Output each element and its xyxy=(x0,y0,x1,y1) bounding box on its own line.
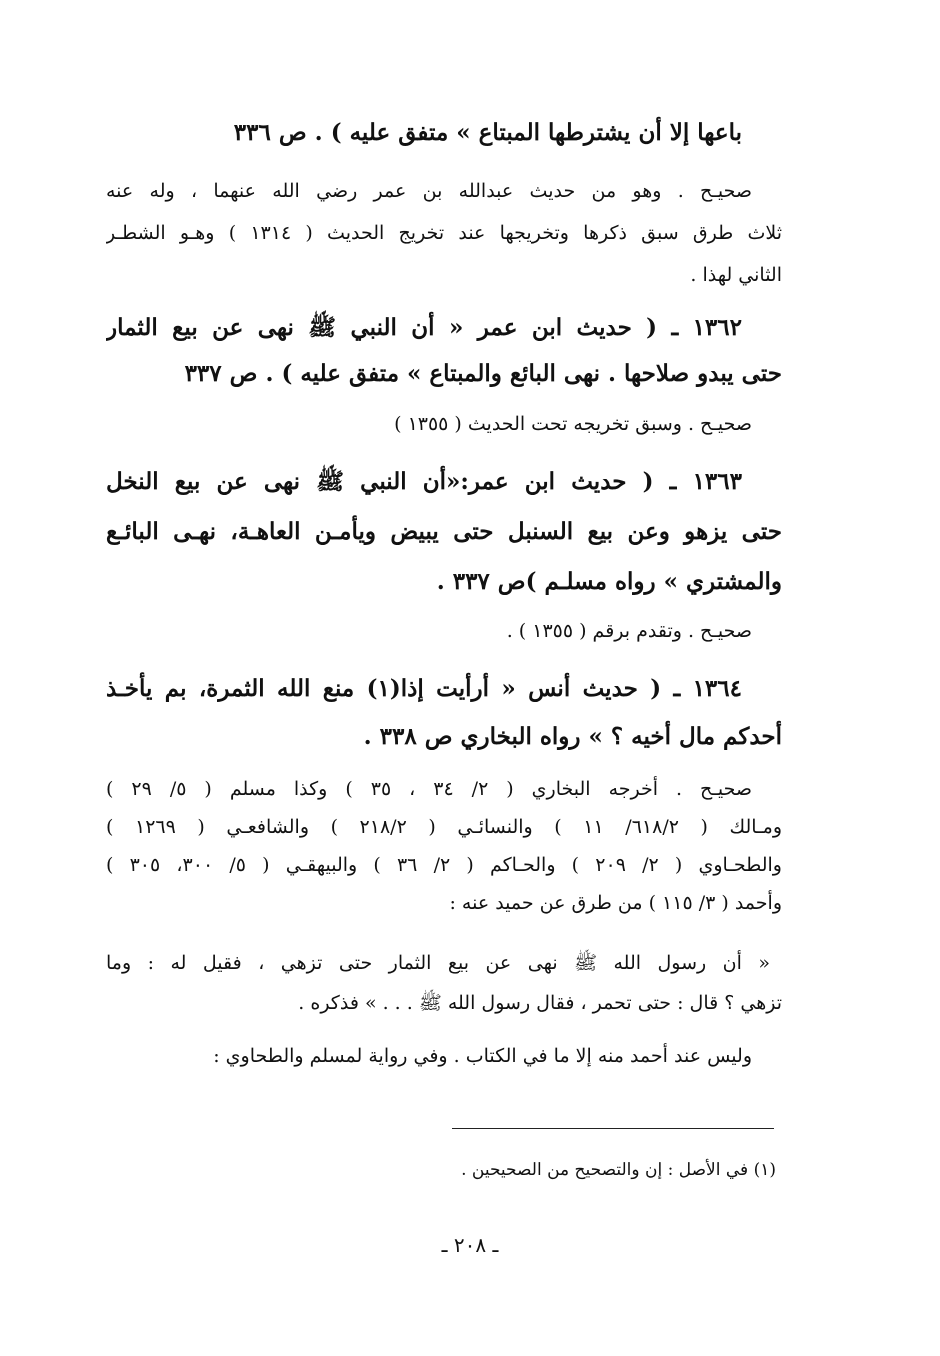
text-line: صحيـح . أخرجه البخاري ( ٢/ ٣٤ ، ٣٥ ) وكذا مسلم ( ٥/ ٢٩ ) xyxy=(106,778,752,800)
text-line: « أن رسول الله ﷺ نهى عن بيع الثمار حتى تزهي ، فقيل له : وما xyxy=(106,952,770,974)
text-line: ومـالك ( ٦١٨/٢/ ١١ ) والنسائـي ( ٢١٨/٢ ) والشافعـي ( ١٢٦٩ ) xyxy=(106,816,782,838)
quoted-narration xyxy=(106,943,782,1023)
hadith-1364 xyxy=(106,665,782,761)
hadith-1363 xyxy=(106,457,782,607)
text-line: وليس عند أحمد منه إلا ما في الكتاب . وفي رواية لمسلم والطحاوي : xyxy=(213,1045,752,1067)
text-line: والطحـاوي ( ٢/ ٢٠٩ ) والحـاكم ( ٢/ ٣٦ ) والبيهقـي ( ٥/ ٣٠٠، ٣٠٥ ) xyxy=(106,854,782,876)
text-line: والمشتري » رواه مسلـم )ص ٣٣٧ . xyxy=(436,568,782,595)
text-line: صحيـح . وهو من حديث عبدالله بن عمر رضي الله عنهما ، وله عنه xyxy=(106,180,752,202)
text-line: صحيـح . وسبق تخريجه تحت الحديث ( ١٣٥٥ ) xyxy=(394,413,752,435)
text-line: حتى يبدو صلاحها . نهى البائع والمبتاع » متفق عليه ) . ص ٣٣٧ xyxy=(184,360,782,387)
hadith-1362 xyxy=(106,305,782,397)
text-line: ثلاث طرق سبق ذكرها وتخريجها عند تخريج الحديث ( ١٣١٤ ) وهـو الشطـر xyxy=(106,222,782,244)
footnote-separator xyxy=(452,1128,774,1129)
text-line: وأحمد ( ٣/ ١١٥ ) من طرق عن حميد عنه : xyxy=(449,892,782,914)
text-line: أحدكم مال أخيه ؟ » رواه البخاري ص ٣٣٨ . xyxy=(363,723,782,750)
text-line: ١٣٦٤ ـ ( حديث أنس « أرأيت إذا(١) منع الله الثمرة، بم يأخـذ xyxy=(106,675,742,702)
text-line: ١٣٦٢ ـ ( حديث ابن عمر « أن النبي ﷺ نهى عن بيع الثمار xyxy=(106,314,742,341)
commentary-paragraph xyxy=(106,1036,782,1076)
page-number: ـ ٢٠٨ ـ xyxy=(441,1233,499,1257)
text-line: الثاني لهذا . xyxy=(690,264,782,286)
text-line: ١٣٦٣ ـ ( حديث ابن عمر:«أن النبي ﷺ نهى عن بيع النخل xyxy=(106,468,742,495)
hadith-continuation xyxy=(106,113,782,153)
footnote: (١) في الأصل : إن والتصحيح من الصحيحين . xyxy=(461,1160,776,1180)
commentary-paragraph xyxy=(106,170,782,296)
commentary-paragraph xyxy=(106,610,782,652)
text-line: حتى يزهو وعن بيع السنبل حتى يبيض ويأمـن العاهـة، نهـى البائـع xyxy=(106,518,782,545)
text-line: صحيـح . وتقدم برقم ( ١٣٥٥ ) . xyxy=(506,620,752,642)
commentary-paragraph xyxy=(106,403,782,445)
text-line: تزهي ؟ قال : حتى تحمر ، فقال رسول الله ﷺ . . . » فذكره . xyxy=(298,992,782,1014)
text-line: باعها إلا أن يشترطها المبتاع » متفق عليه ) . ص ٣٣٦ xyxy=(233,119,742,146)
commentary-paragraph xyxy=(106,770,782,922)
